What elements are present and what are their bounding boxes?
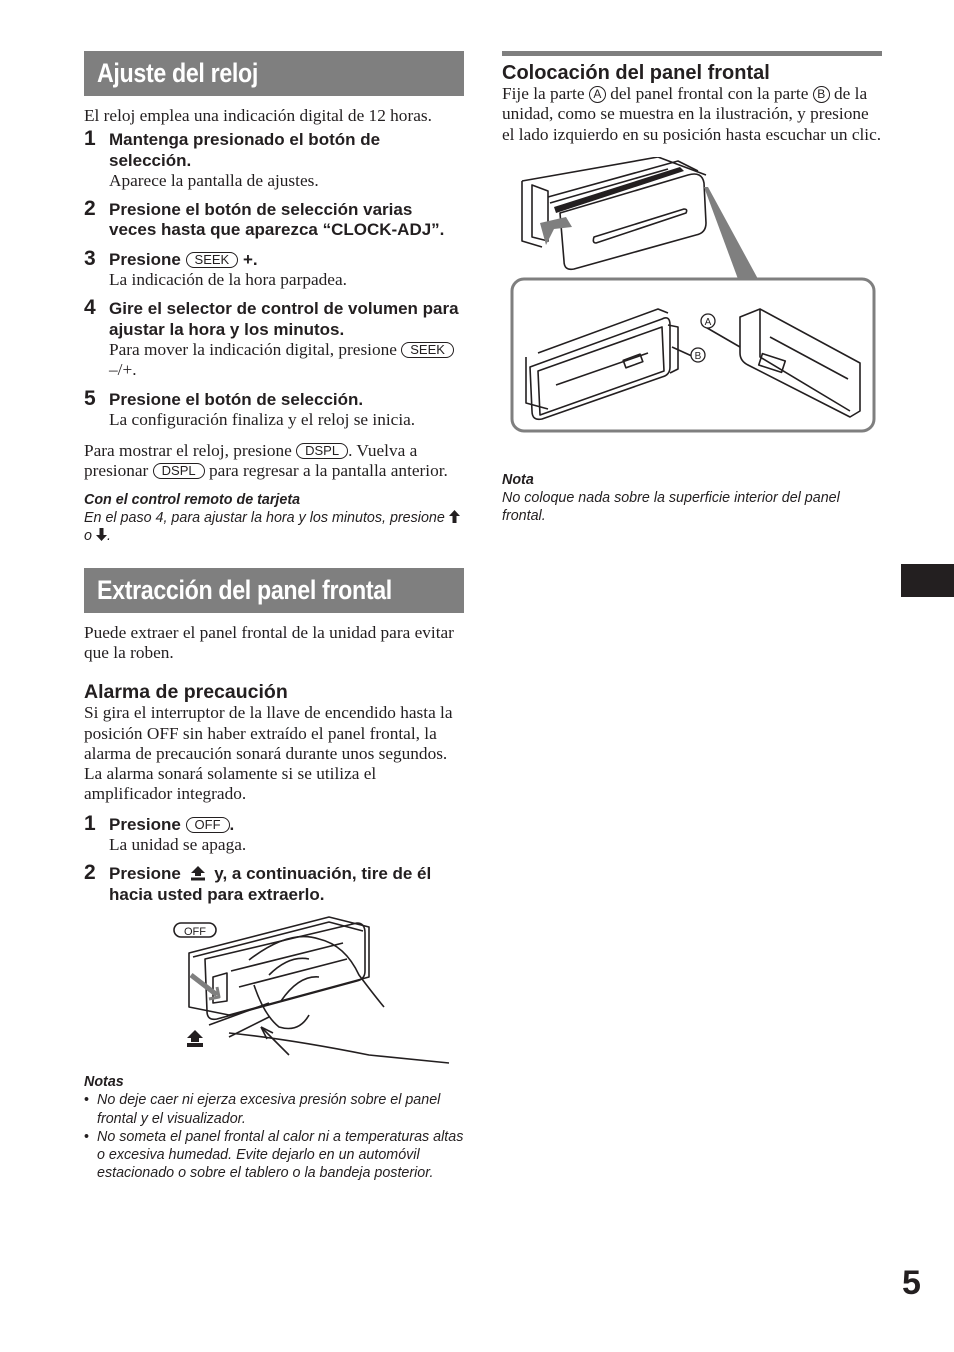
section-heading-removal: Extracción del panel frontal [84, 568, 464, 613]
seek-key: SEEK [186, 252, 239, 268]
dspl-key: DSPL [296, 443, 348, 459]
note-item: • No someta el panel frontal al calor ni a temperaturas altas o excesiva humedad. Evite dejarlo en un automóvil estacionado o sobre el tablero o la bandeja posterior. [84, 1128, 464, 1183]
release-button-icon [189, 865, 207, 881]
section-heading-clock: Ajuste del reloj [84, 51, 464, 96]
off-label: OFF [184, 925, 206, 938]
clock-step-3: 3 Presione SEEK +. La indicación de la hora parpadea. [84, 246, 347, 290]
clock-step-5: 5 Presione el botón de selección. La configuración finaliza y el reloj se inicia. [84, 386, 416, 429]
attach-illustration [508, 157, 880, 457]
left-column [84, 51, 464, 1183]
dspl-key: DSPL [153, 463, 205, 479]
alarm-text-2: La alarma sonará solamente si se utiliza el amplificador integrado. [84, 764, 377, 804]
remote-tip: Con el control remoto de tarjeta En el paso 4, para ajustar la hora y los minutos, presione o . [84, 491, 464, 546]
illus-mark-b: B [694, 350, 702, 362]
removal-illustration [169, 915, 469, 1065]
section-rule [502, 51, 882, 56]
attach-note: Nota No coloque nada sobre la superficie interior del panel frontal. [502, 471, 840, 525]
attach-heading: Colocación del panel frontal [502, 62, 770, 84]
clock-step-1: 1 Mantenga presionado el botón de selección. Aparece la pantalla de ajustes. [84, 127, 381, 190]
mark-b: B [813, 86, 830, 103]
removal-intro: Puede extraer el panel frontal de la unidad para evitar que la roben. [84, 622, 454, 662]
alarm-text-1: Si gira el interruptor de la llave de encendido hasta la posición OFF sin haber extraído el panel frontal, la alarma de precaución sonará durante unos segundos. [84, 703, 453, 763]
off-key: OFF [186, 817, 230, 833]
illus-mark-a: A [704, 316, 712, 328]
down-arrow-icon [96, 528, 107, 541]
attach-text: Fije la parte A del panel frontal con la parte B de la unidad, como se muestra en la ilustración, y presione el lado izquierdo en su posición hasta escuchar un clic. [502, 84, 882, 144]
clock-intro: El reloj emplea una indicación digital de 12 horas. [84, 106, 432, 125]
right-column [502, 51, 882, 526]
seek-key: SEEK [401, 342, 454, 358]
removal-notes: Notas • No deje caer ni ejerza excesiva presión sobre el panel frontal y el visualizador. • No someta el panel frontal al calor ni a temperaturas altas o excesiva humedad. Evite dejarlo en un automóvil estacionado o sobre el tablero o la bandeja posterior. [84, 1073, 464, 1183]
page-number: 5 [902, 1264, 921, 1302]
language-tab [901, 564, 954, 597]
mark-a: A [589, 86, 606, 103]
removal-step-1: 1 Presione OFF . La unidad se apaga. [84, 811, 247, 855]
alarm-heading: Alarma de precaución [84, 681, 288, 704]
note-item: • No deje caer ni ejerza excesiva presión sobre el panel frontal y el visualizador. [84, 1091, 464, 1128]
clock-step-4: 4 Gire el selector de control de volumen para ajustar la hora y los minutos. Para mover la indicación digital, presione SEEK –/+. [84, 296, 459, 380]
clock-outro: Para mostrar el reloj, presione DSPL . Vuelva a presionar DSPL para regresar a la pantalla anterior. [84, 441, 448, 481]
release-button-icon [187, 1030, 203, 1047]
clock-step-2: 2 Presione el botón de selección varias veces hasta que aparezca “CLOCK-ADJ”. [84, 197, 445, 240]
removal-step-2: 2 Presione y, a continuación, tire de él hacia usted para extraerlo. [84, 861, 432, 904]
up-arrow-icon [449, 510, 460, 523]
